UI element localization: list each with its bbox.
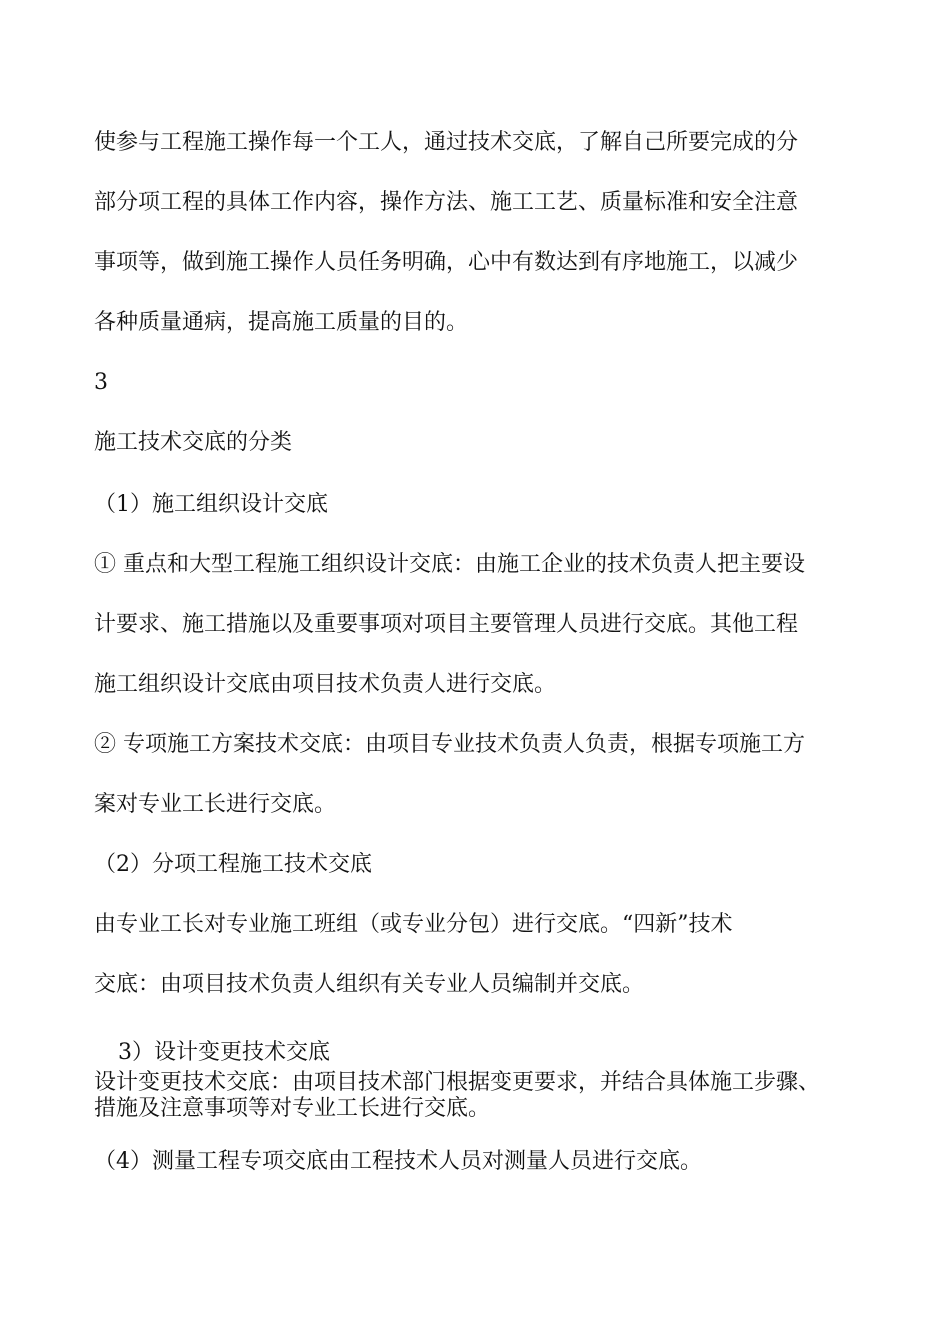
paragraph-line: ② 专项施工方案技术交底：由项目专业技术负责人负责，根据专项施工方 [94, 732, 805, 757]
item4-line: （4）测量工程专项交底由工程技术人员对测量人员进行交底。 [94, 1149, 702, 1174]
paragraph-line: 措施及注意事项等对专业工长进行交底。 [94, 1096, 491, 1121]
section-title: 施工技术交底的分类 [94, 430, 293, 455]
section-number: 3 [94, 370, 108, 395]
paragraph-line: 部分项工程的具体工作内容，操作方法、施工工艺、质量标准和安全注意 [94, 190, 799, 215]
paragraph-line: 事项等，做到施工操作人员任务明确，心中有数达到有序地施工，以减少 [94, 250, 799, 275]
paragraph-line: 交底：由项目技术负责人组织有关专业人员编制并交底。 [94, 972, 645, 997]
paragraph-line: 使参与工程施工操作每一个工人，通过技术交底，了解自己所要完成的分 [94, 130, 799, 155]
paragraph-line: 由专业工长对专业施工班组（或专业分包）进行交底。“四新”技术 [94, 912, 733, 937]
paragraph-line: 计要求、施工措施以及重要事项对项目主要管理人员进行交底。其他工程 [94, 612, 799, 637]
paragraph-line: 各种质量通病，提高施工质量的目的。 [94, 310, 469, 335]
item1-heading: （1）施工组织设计交底 [94, 492, 328, 517]
paragraph-line: 案对专业工长进行交底。 [94, 792, 337, 817]
paragraph-line: 施工组织设计交底由项目技术负责人进行交底。 [94, 672, 557, 697]
paragraph-line: 设计变更技术交底：由项目技术部门根据变更要求，并结合具体施工步骤、 [94, 1070, 821, 1095]
item3-heading: 3）设计变更技术交底 [118, 1040, 330, 1065]
paragraph-line: ① 重点和大型工程施工组织设计交底：由施工企业的技术负责人把主要设 [94, 552, 805, 577]
item2-heading: （2）分项工程施工技术交底 [94, 852, 372, 877]
